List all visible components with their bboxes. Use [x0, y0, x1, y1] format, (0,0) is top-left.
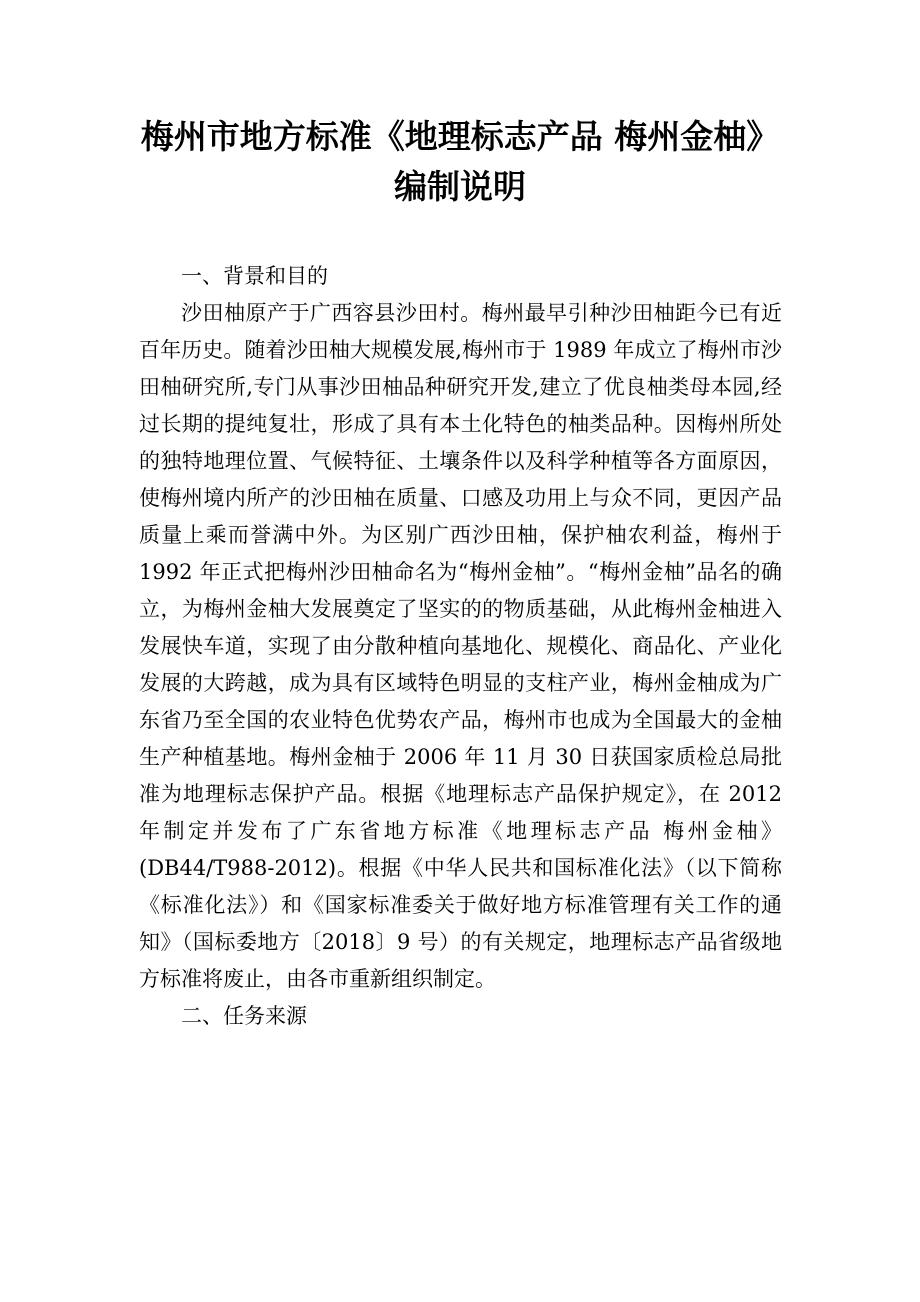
section-heading-task-source: 二、任务来源 — [181, 1004, 307, 1028]
document-title — [120, 112, 800, 212]
section-heading-background: 一、背景和目的 — [181, 264, 328, 288]
document-body — [139, 258, 782, 1035]
title-line-2: 编制说明 — [394, 167, 526, 206]
paragraph-background: 沙田柚原产于广西容县沙田村。梅州最早引种沙田柚距今已有近百年历史。随着沙田柚大规模发展,梅州市于 1989 年成立了梅州市沙田柚研究所,专门从事沙田柚品种研究开发,建立了优良柚类母本园,经过长期的提纯复壮，形成了具有本土化特色的柚类品种。因梅州所处的独特地理位置、气候特征、土壤条件以及科学种植等各方面原因，使梅州境内所产的沙田柚在质量、口感及功用上与众不同，更因产品质量上乘而誉满中外。为区别广西沙田柚，保护柚农利益，梅州于1992 年正式把梅州沙田柚命名为“梅州金柚”。“梅州金柚”品名的确立，为梅州金柚大发展奠定了坚实的的物质基础，从此梅州金柚进入发展快车道，实现了由分散种植向基地化、规模化、商品化、产业化发展的大跨越，成为具有区域特色明显的支柱产业，梅州金柚成为广东省乃至全国的农业特色优势农产品，梅州市也成为全国最大的金柚生产种植基地。梅州金柚于 2006 年 11 月 30 日获国家质检总局批准为地理标志保护产品。根据《地理标志产品保护规定》，在 2012 年制定并发布了广东省地方标准《地理标志产品 梅州金柚》(DB44/T988-2012)。根据《中华人民共和国标准化法》（以下简称《标准化法》）和《国家标准委关于做好地方标准管理有关工作的通知》（国标委地方〔2018〕9 号）的有关规定，地理标志产品省级地方标准将废止，由各市重新组织制定。 — [139, 301, 782, 991]
title-line-1: 梅州市地方标准《地理标志产品 梅州金柚》 — [140, 117, 780, 156]
